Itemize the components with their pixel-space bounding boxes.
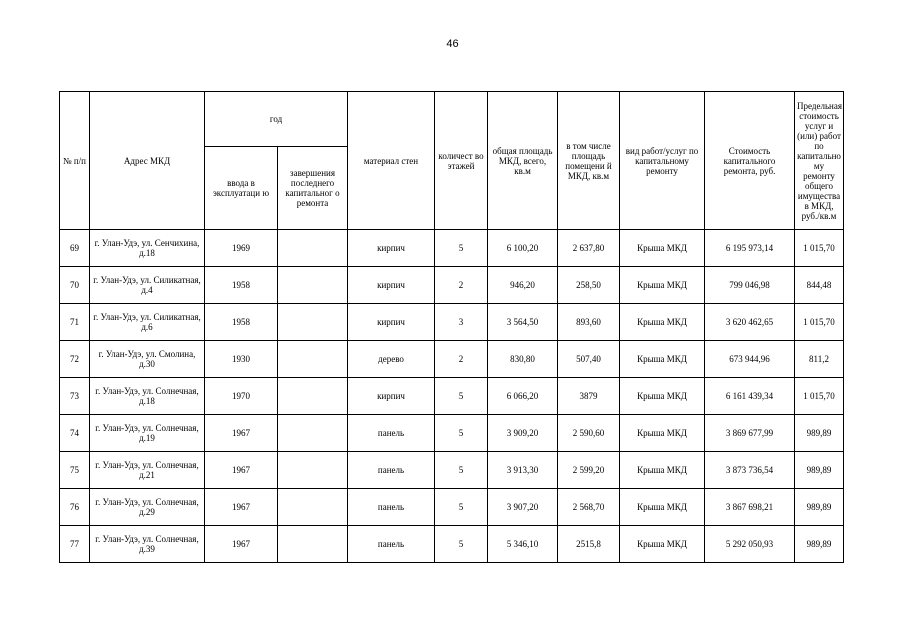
cell-address: г. Улан-Удэ, ул. Солнечная, д.18 bbox=[90, 378, 205, 415]
cell-year: 1970 bbox=[205, 378, 278, 415]
cell-max-cost: 1 015,70 bbox=[795, 230, 844, 267]
header-num: № п/п bbox=[60, 92, 90, 230]
cell-premises-area: 2 590,60 bbox=[558, 415, 620, 452]
cell-address: г. Улан-Удэ, ул. Солнечная, д.39 bbox=[90, 526, 205, 563]
table-row bbox=[60, 415, 844, 452]
header-wall-material: материал стен bbox=[348, 92, 435, 230]
cell-total-area: 3 913,30 bbox=[488, 452, 558, 489]
cell-cost: 3 867 698,21 bbox=[705, 489, 795, 526]
cell-cost: 3 620 462,65 bbox=[705, 304, 795, 341]
cell-floors: 5 bbox=[435, 415, 488, 452]
table-row bbox=[60, 230, 844, 267]
header-work-type: вид работ/услуг по капитальному ремонту bbox=[620, 92, 705, 230]
cell-total-area: 6 066,20 bbox=[488, 378, 558, 415]
table-row bbox=[60, 267, 844, 304]
cell-cost: 3 869 677,99 bbox=[705, 415, 795, 452]
header-cost: Стоимость капитального ремонта, руб. bbox=[705, 92, 795, 230]
table-row bbox=[60, 341, 844, 378]
cell-total-area: 3 909,20 bbox=[488, 415, 558, 452]
table-row bbox=[60, 526, 844, 563]
cell-work-type: Крыша МКД bbox=[620, 526, 705, 563]
cell-premises-area: 3879 bbox=[558, 378, 620, 415]
cell-year: 1958 bbox=[205, 267, 278, 304]
cell-last-repair bbox=[278, 267, 348, 304]
cell-material: панель bbox=[348, 415, 435, 452]
cell-floors: 5 bbox=[435, 378, 488, 415]
cell-max-cost: 844,48 bbox=[795, 267, 844, 304]
cell-cost: 799 046,98 bbox=[705, 267, 795, 304]
cell-work-type: Крыша МКД bbox=[620, 341, 705, 378]
cell-max-cost: 1 015,70 bbox=[795, 378, 844, 415]
cell-last-repair bbox=[278, 378, 348, 415]
cell-num: 76 bbox=[60, 489, 90, 526]
cell-material: кирпич bbox=[348, 230, 435, 267]
cell-last-repair bbox=[278, 341, 348, 378]
cell-cost: 6 161 439,34 bbox=[705, 378, 795, 415]
cell-address: г. Улан-Удэ, ул. Силикатная, д.4 bbox=[90, 267, 205, 304]
cell-address: г. Улан-Удэ, ул. Сенчихина, д.18 bbox=[90, 230, 205, 267]
cell-year: 1967 bbox=[205, 526, 278, 563]
cell-address: г. Улан-Удэ, ул. Силикатная, д.6 bbox=[90, 304, 205, 341]
cell-premises-area: 893,60 bbox=[558, 304, 620, 341]
cell-premises-area: 2 599,20 bbox=[558, 452, 620, 489]
table-row bbox=[60, 378, 844, 415]
cell-year: 1958 bbox=[205, 304, 278, 341]
cell-address: г. Улан-Удэ, ул. Солнечная, д.21 bbox=[90, 452, 205, 489]
cell-material: дерево bbox=[348, 341, 435, 378]
cell-material: кирпич bbox=[348, 267, 435, 304]
cell-material: кирпич bbox=[348, 378, 435, 415]
cell-max-cost: 811,2 bbox=[795, 341, 844, 378]
cell-max-cost: 989,89 bbox=[795, 489, 844, 526]
cell-year: 1930 bbox=[205, 341, 278, 378]
cell-max-cost: 989,89 bbox=[795, 452, 844, 489]
cell-work-type: Крыша МКД bbox=[620, 452, 705, 489]
cell-cost: 5 292 050,93 bbox=[705, 526, 795, 563]
cell-total-area: 946,20 bbox=[488, 267, 558, 304]
cell-year: 1967 bbox=[205, 489, 278, 526]
cell-work-type: Крыша МКД bbox=[620, 267, 705, 304]
header-year: год bbox=[205, 92, 348, 147]
cell-work-type: Крыша МКД bbox=[620, 230, 705, 267]
page-number: 46 bbox=[446, 38, 459, 50]
cell-floors: 2 bbox=[435, 267, 488, 304]
cell-premises-area: 507,40 bbox=[558, 341, 620, 378]
table-row bbox=[60, 304, 844, 341]
header-total-area: общая площадь МКД, всего, кв.м bbox=[488, 92, 558, 230]
cell-work-type: Крыша МКД bbox=[620, 489, 705, 526]
cell-num: 69 bbox=[60, 230, 90, 267]
cell-total-area: 830,80 bbox=[488, 341, 558, 378]
cell-premises-area: 2 568,70 bbox=[558, 489, 620, 526]
cell-work-type: Крыша МКД bbox=[620, 304, 705, 341]
cell-year: 1967 bbox=[205, 452, 278, 489]
header-premises-area: в том числе площадь помещени й МКД, кв.м bbox=[558, 92, 620, 230]
header-year-last-repair: завершения последнего капитальног о ремонта bbox=[278, 147, 348, 230]
cell-floors: 2 bbox=[435, 341, 488, 378]
table-body bbox=[60, 230, 844, 563]
cell-material: кирпич bbox=[348, 304, 435, 341]
cell-num: 75 bbox=[60, 452, 90, 489]
cell-address: г. Улан-Удэ, ул. Солнечная, д.19 bbox=[90, 415, 205, 452]
cell-num: 74 bbox=[60, 415, 90, 452]
cell-premises-area: 2515,8 bbox=[558, 526, 620, 563]
cell-last-repair bbox=[278, 489, 348, 526]
cell-year: 1969 bbox=[205, 230, 278, 267]
cell-work-type: Крыша МКД bbox=[620, 378, 705, 415]
cell-max-cost: 989,89 bbox=[795, 526, 844, 563]
cell-num: 73 bbox=[60, 378, 90, 415]
cell-total-area: 5 346,10 bbox=[488, 526, 558, 563]
cell-cost: 3 873 736,54 bbox=[705, 452, 795, 489]
cell-num: 70 bbox=[60, 267, 90, 304]
cell-address: г. Улан-Удэ, ул. Смолина, д.30 bbox=[90, 341, 205, 378]
cell-floors: 3 bbox=[435, 304, 488, 341]
header-year-commission: ввода в эксплуатаци ю bbox=[205, 147, 278, 230]
cell-last-repair bbox=[278, 452, 348, 489]
cell-floors: 5 bbox=[435, 230, 488, 267]
cell-floors: 5 bbox=[435, 526, 488, 563]
header-max-cost: Предельная стоимость услуг и (или) работ по капитально му ремонту общего имущества в МКД, руб./кв.м bbox=[795, 92, 844, 230]
cell-num: 72 bbox=[60, 341, 90, 378]
table-row bbox=[60, 452, 844, 489]
cell-num: 77 bbox=[60, 526, 90, 563]
cell-last-repair bbox=[278, 304, 348, 341]
cell-address: г. Улан-Удэ, ул. Солнечная, д.29 bbox=[90, 489, 205, 526]
cell-year: 1967 bbox=[205, 415, 278, 452]
cell-num: 71 bbox=[60, 304, 90, 341]
cell-material: панель bbox=[348, 526, 435, 563]
cell-last-repair bbox=[278, 415, 348, 452]
cell-total-area: 3 564,50 bbox=[488, 304, 558, 341]
cell-last-repair bbox=[278, 526, 348, 563]
table-row bbox=[60, 489, 844, 526]
cell-cost: 673 944,96 bbox=[705, 341, 795, 378]
cell-floors: 5 bbox=[435, 452, 488, 489]
header-floors: количест во этажей bbox=[435, 92, 488, 230]
cell-work-type: Крыша МКД bbox=[620, 415, 705, 452]
cell-material: панель bbox=[348, 489, 435, 526]
cell-cost: 6 195 973,14 bbox=[705, 230, 795, 267]
cell-floors: 5 bbox=[435, 489, 488, 526]
cell-material: панель bbox=[348, 452, 435, 489]
cell-max-cost: 989,89 bbox=[795, 415, 844, 452]
cell-premises-area: 2 637,80 bbox=[558, 230, 620, 267]
cell-max-cost: 1 015,70 bbox=[795, 304, 844, 341]
buildings-table bbox=[59, 91, 844, 563]
cell-last-repair bbox=[278, 230, 348, 267]
header-address: Адрес МКД bbox=[90, 92, 205, 230]
cell-premises-area: 258,50 bbox=[558, 267, 620, 304]
cell-total-area: 3 907,20 bbox=[488, 489, 558, 526]
cell-total-area: 6 100,20 bbox=[488, 230, 558, 267]
